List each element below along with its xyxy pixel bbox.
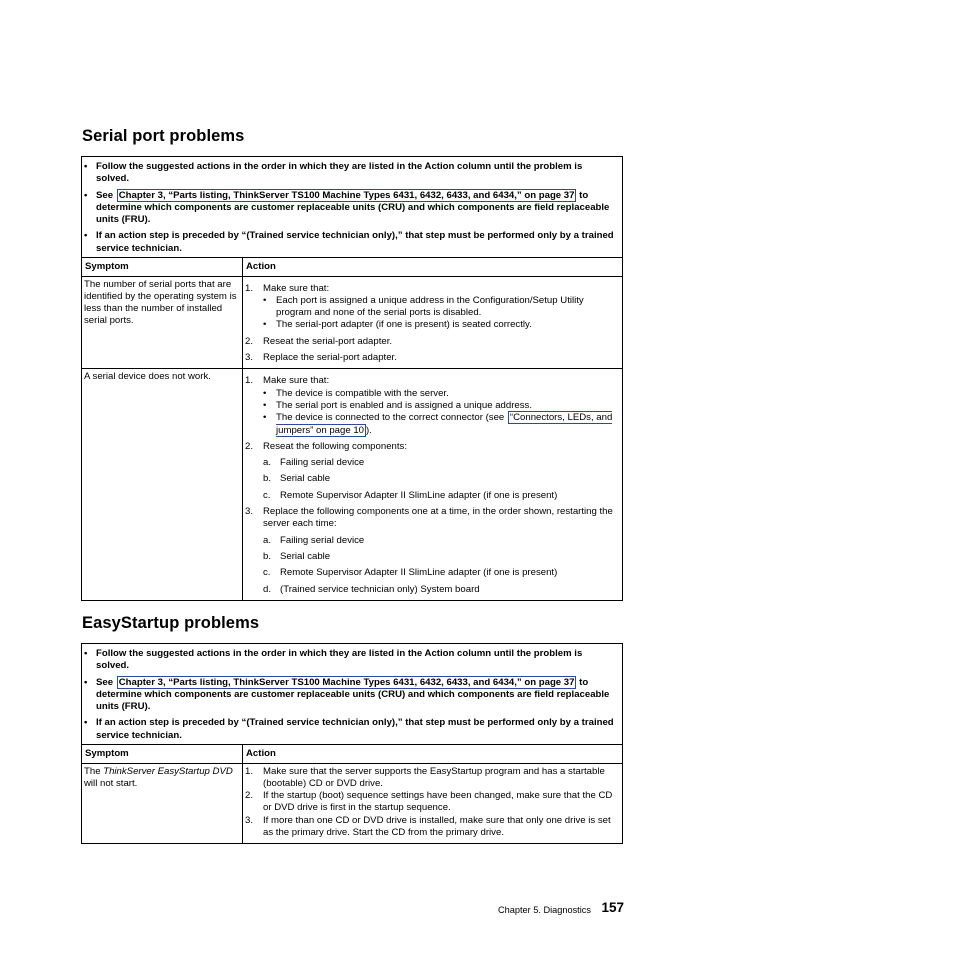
page-number: 157 xyxy=(601,900,624,915)
action-step: 1. Make sure that: • The device is compatible with the server. • The serial port is enabled and is assigned a unique address. • The device is connected to the correct connector (see “Connectors, LEDs, and jumpers” on page 10 ). xyxy=(245,375,613,436)
action-step: 1. Make sure that the server supports the EasyStartup program and has a startable (bootable) CD or DVD drive. xyxy=(245,765,605,789)
table-row xyxy=(82,369,622,600)
symptom-action-table xyxy=(82,745,622,843)
symptom-header: Symptom xyxy=(82,745,243,763)
note-item: • Follow the suggested actions in the order in which they are listed in the Action column until the problem is solved. xyxy=(84,161,583,185)
note-item: • If an action step is preceded by “(Trained service technician only),” that step must be performed only by a trained service technician. xyxy=(84,717,614,741)
bullet-icon: • xyxy=(84,230,88,242)
bullet-icon: • xyxy=(84,676,88,688)
bullet-icon: • xyxy=(84,161,88,172)
chapter-label: Chapter 5. Diagnostics xyxy=(498,905,591,915)
symptom-cell: A serial device does not work. xyxy=(82,369,243,600)
action-step: 3. Replace the following components one at a time, in the order shown, restarting the server each time: a. Failing serial device b. Serial cable c. Remote Supervisor Adapter II SlimLine adapter (if one is present) d. (Trained service technician only) System board xyxy=(245,506,613,595)
note-item: • Follow the suggested actions in the order in which they are listed in the Action column until the problem is solved. xyxy=(84,648,583,672)
table-row xyxy=(82,276,622,369)
action-step: 3. Replace the serial-port adapter. xyxy=(245,352,397,364)
table-row xyxy=(82,763,622,843)
bullet-icon: • xyxy=(84,717,88,729)
chapter-3-link[interactable]: Chapter 3, “Parts listing, ThinkServer TS100 Machine Types 6431, 6432, 6433, and 6434,” on page 37 xyxy=(118,676,575,688)
action-step: 3. If more than one CD or DVD drive is installed, make sure that only one drive is set as the primary drive. Start the CD from the primary drive. xyxy=(245,814,611,839)
action-cell xyxy=(243,763,623,843)
section-title-easystartup: EasyStartup problems xyxy=(82,614,260,632)
bullet-icon: • xyxy=(263,399,267,411)
symptom-cell: The number of serial ports that are identified by the operating system is less than the number of installed serial ports. xyxy=(82,276,243,369)
action-step: 2. Reseat the serial-port adapter. xyxy=(245,335,393,347)
note-item: • See Chapter 3, “Parts listing, ThinkServer TS100 Machine Types 6431, 6432, 6433, and 6434,” on page 37 to determine which components are customer replaceable units (CRU) and which components are field replaceable units (FRU). xyxy=(84,676,610,713)
bullet-icon: • xyxy=(263,387,267,399)
serial-port-table xyxy=(81,156,623,601)
bullet-icon: • xyxy=(263,294,267,306)
action-cell xyxy=(243,369,623,600)
section-title-serial-port: Serial port problems xyxy=(82,127,245,145)
instructions-notes xyxy=(82,157,622,258)
action-header: Action xyxy=(243,258,623,276)
bullet-icon: • xyxy=(263,412,267,424)
note-item: • See Chapter 3, “Parts listing, ThinkServer TS100 Machine Types 6431, 6432, 6433, and 6434,” on page 37 to determine which components are customer replaceable units (CRU) and which components are field replaceable units (FRU). xyxy=(84,189,610,226)
symptom-cell: The ThinkServer EasyStartup DVD will not start. xyxy=(82,763,243,843)
connectors-leds-jumpers-link[interactable]: “Connectors, LEDs, and jumpers” on page 10 xyxy=(276,412,613,436)
chapter-3-link[interactable]: Chapter 3, “Parts listing, ThinkServer TS100 Machine Types 6431, 6432, 6433, and 6434,” on page 37 xyxy=(118,189,575,201)
action-header: Action xyxy=(243,745,623,763)
action-step: 2. If the startup (boot) sequence settings have been changed, make sure that the CD or DVD drive is first in the startup sequence. xyxy=(245,790,613,814)
action-step: 1. Make sure that: • Each port is assigned a unique address in the Configuration/Setup Utility program and none of the serial ports is disabled. • The serial-port adapter (if one is present) is seated correctly. xyxy=(245,282,584,331)
easystartup-table xyxy=(81,643,623,844)
note-item: • If an action step is preceded by “(Trained service technician only),” that step must be performed only by a trained service technician. xyxy=(84,230,614,254)
symptom-action-table xyxy=(82,258,622,600)
bullet-icon: • xyxy=(84,189,88,201)
action-step: 2. Reseat the following components: a. Failing serial device b. Serial cable c. Remote Supervisor Adapter II SlimLine adapter (if one is present) xyxy=(245,440,558,501)
bullet-icon: • xyxy=(84,648,88,659)
symptom-header: Symptom xyxy=(82,258,243,276)
action-cell xyxy=(243,276,623,369)
instructions-notes xyxy=(82,644,622,745)
bullet-icon: • xyxy=(263,319,267,331)
